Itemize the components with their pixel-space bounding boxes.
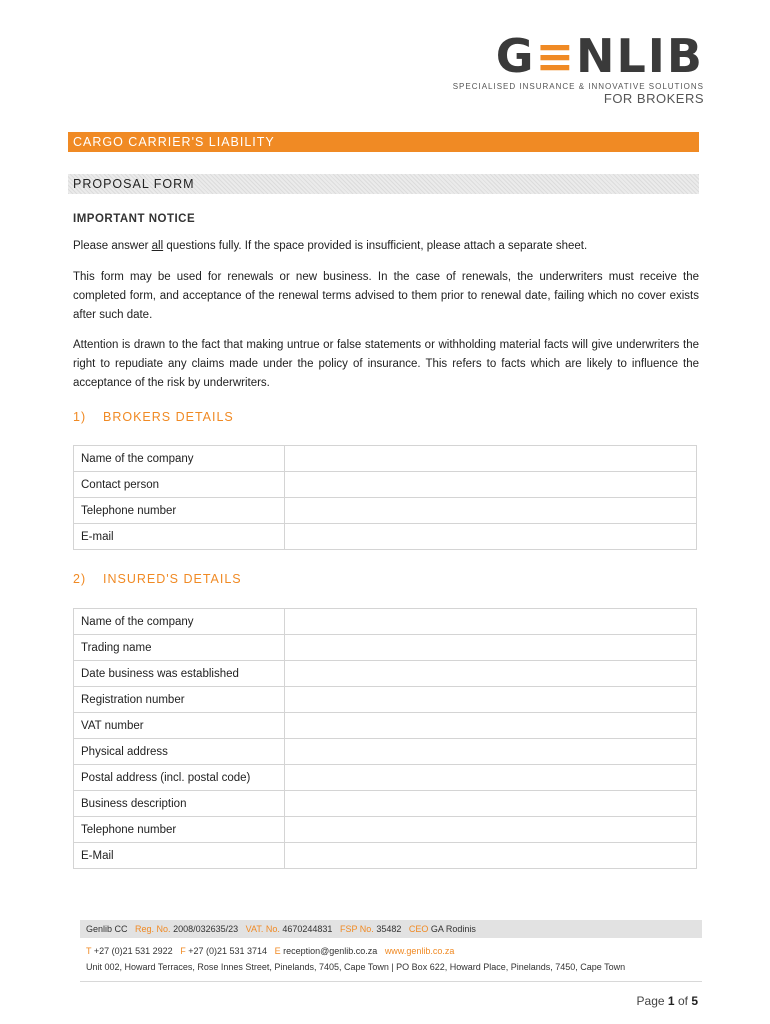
field-input[interactable] [284, 817, 696, 843]
field-label: Telephone number [74, 817, 285, 843]
field-label: Contact person [74, 472, 285, 498]
table-row [74, 472, 697, 498]
field-label: Date business was established [74, 661, 285, 687]
logo-wordmark: G≡NLIB [495, 29, 704, 83]
field-label: Telephone number [74, 498, 285, 524]
field-input[interactable] [284, 661, 696, 687]
table-row [74, 635, 697, 661]
table-row [74, 739, 697, 765]
table-row [74, 524, 697, 550]
table-row [74, 843, 697, 869]
table-row [74, 498, 697, 524]
section-brokers-heading: 1) BROKERS DETAILS [73, 410, 234, 424]
notice-heading: IMPORTANT NOTICE [73, 213, 196, 225]
field-input[interactable] [284, 687, 696, 713]
website-link[interactable]: www.genlib.co.za [384, 946, 455, 956]
footer-address-line: Unit 002, Howard Terraces, Rose Innes Street, Pinelands, 7405, Cape Town | PO Box 622, Howard Place, Pinelands, 7450, Cape Town [86, 962, 626, 972]
notice-paragraph-2: This form may be used for renewals or new business. In the case of renewals, the underwriters must receive the completed form, and acceptance of the renewal terms advised to them prior to renewal date, failing which no cover exists after such date. [73, 271, 699, 321]
field-input[interactable] [284, 498, 696, 524]
table-row [74, 687, 697, 713]
field-input[interactable] [284, 843, 696, 869]
insured-details-table [73, 608, 697, 869]
table-row [74, 817, 697, 843]
field-label: E-mail [74, 524, 285, 550]
field-label: Postal address (incl. postal code) [74, 765, 285, 791]
field-input[interactable] [284, 446, 696, 472]
field-label: Trading name [74, 635, 285, 661]
genlib-logo [452, 29, 704, 106]
table-row [74, 446, 697, 472]
field-input[interactable] [284, 472, 696, 498]
brokers-details-table [73, 445, 697, 550]
field-input[interactable] [284, 609, 696, 635]
page-number: Page 1 of 5 [636, 994, 698, 1008]
field-label: E-Mail [74, 843, 285, 869]
field-input[interactable] [284, 791, 696, 817]
field-input[interactable] [284, 524, 696, 550]
field-label: VAT number [74, 713, 285, 739]
notice-paragraph-1: Please answer all questions fully. If the space provided is insufficient, please attach a separate sheet. [73, 240, 588, 252]
document-subtitle: PROPOSAL FORM [68, 174, 699, 194]
field-input[interactable] [284, 635, 696, 661]
table-row [74, 609, 697, 635]
document-title: CARGO CARRIER'S LIABILITY [68, 132, 699, 152]
field-input[interactable] [284, 713, 696, 739]
field-label: Registration number [74, 687, 285, 713]
table-row [74, 765, 697, 791]
field-input[interactable] [284, 765, 696, 791]
field-label: Physical address [74, 739, 285, 765]
logo-subtitle: FOR BROKERS [603, 91, 704, 106]
footer-divider [80, 981, 702, 982]
table-row [74, 791, 697, 817]
field-label: Name of the company [74, 446, 285, 472]
logo-tagline: SPECIALISED INSURANCE & INNOVATIVE SOLUTIONS [452, 82, 704, 91]
field-label: Name of the company [74, 609, 285, 635]
table-row [74, 661, 697, 687]
notice-paragraph-3: Attention is drawn to the fact that making untrue or false statements or withholding material facts will give underwriters the right to repudiate any claims made under the policy of insurance. This refers to facts which are likely to influence the acceptance of the risk by underwriters. [73, 339, 699, 389]
footer-contact-line: T +27 (0)21 531 2922 F +27 (0)21 531 3714 E reception@genlib.co.za www.genlib.co.za [86, 946, 455, 956]
section-insured-heading: 2) INSURED'S DETAILS [73, 572, 242, 586]
table-row [74, 713, 697, 739]
field-label: Business description [74, 791, 285, 817]
field-input[interactable] [284, 739, 696, 765]
footer-company-info: Genlib CC Reg. No. 2008/032635/23 VAT. No. 4670244831 FSP No. 35482 CEO GA Rodinis [80, 920, 702, 938]
